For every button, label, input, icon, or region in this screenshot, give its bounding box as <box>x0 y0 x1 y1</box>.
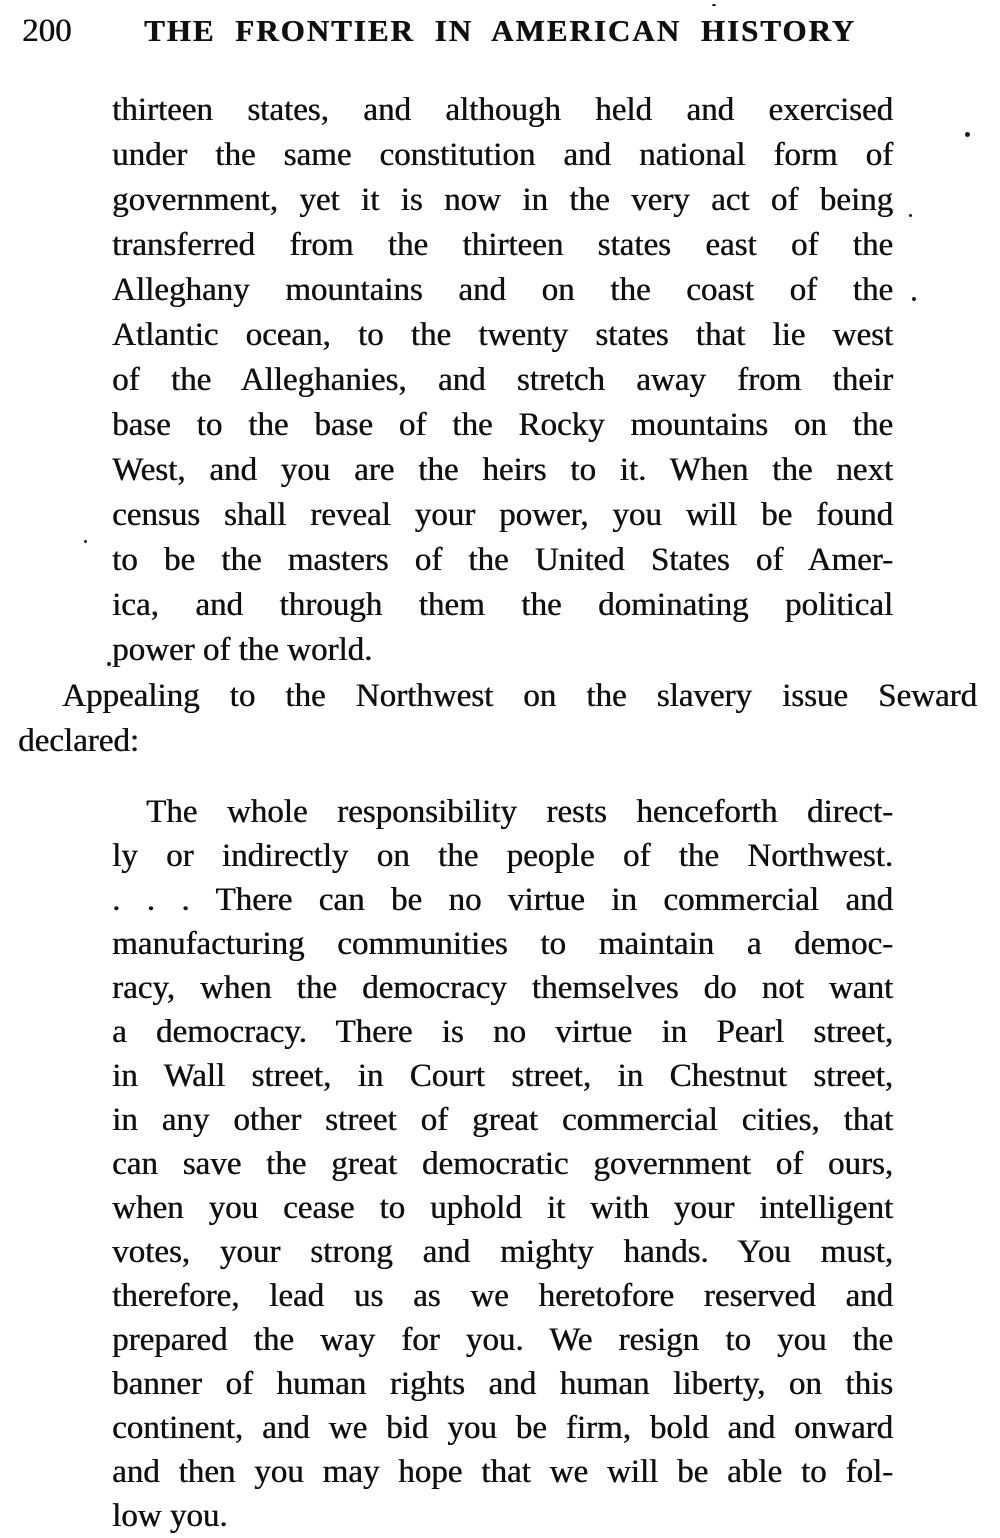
quote-line: manufacturing communities to maintain a democ- <box>112 926 893 962</box>
quote-line: . . . There can be no virtue in commercial and <box>112 882 893 918</box>
body-line: declared: <box>18 723 139 759</box>
quote-line: votes, your strong and mighty hands. You must, <box>112 1234 893 1270</box>
quote-line: a democracy. There is no virtue in Pearl street, <box>112 1014 893 1050</box>
quote-line: when you cease to uphold it with your intelligent <box>112 1190 893 1226</box>
quote-line: transferred from the thirteen states east of the <box>112 227 893 263</box>
blockquote-seward-quote <box>112 790 893 1538</box>
blockquote-citizens-address <box>112 88 893 673</box>
scan-speck <box>712 4 716 6</box>
quote-line: under the same constitution and national form of <box>112 137 893 173</box>
quote-line: ly or indirectly on the people of the Northwest. <box>112 838 893 874</box>
quote-line: The whole responsibility rests henceforth direct- <box>146 794 893 830</box>
scan-speck <box>965 132 970 137</box>
quote-line: of the Alleghanies, and stretch away from their <box>112 362 893 398</box>
quote-line: can save the great democratic government of ours, <box>112 1146 893 1182</box>
page-header <box>0 10 1000 54</box>
quote-line: prepared the way for you. We resign to you the <box>112 1322 893 1358</box>
quote-line: racy, when the democracy themselves do not want <box>112 970 893 1006</box>
quote-line: West, and you are the heirs to it. When the next <box>112 452 893 488</box>
quote-line: Atlantic ocean, to the twenty states that lie west <box>112 317 893 353</box>
quote-line: in any other street of great commercial cities, that <box>112 1102 893 1138</box>
running-title: THE FRONTIER IN AMERICAN HISTORY <box>143 13 857 48</box>
quote-line: base to the base of the Rocky mountains on the <box>112 407 893 443</box>
quote-line: continent, and we bid you be firm, bold and onward <box>112 1410 893 1446</box>
scan-speck <box>84 540 87 543</box>
quote-line: banner of human rights and human liberty, on this <box>112 1366 893 1402</box>
quote-line: power of the world. <box>112 632 373 668</box>
quote-line: thirteen states, and although held and exercised <box>112 92 893 128</box>
scan-speck <box>912 297 916 301</box>
quote-line: in Wall street, in Court street, in Chestnut street, <box>112 1058 893 1094</box>
quote-line: ica, and through them the dominating political <box>112 587 893 623</box>
quote-line: low you. <box>112 1498 228 1534</box>
quote-line: census shall reveal your power, you will be found <box>112 497 893 533</box>
quote-line: and then you may hope that we will be able to fol- <box>112 1454 893 1490</box>
quote-line: to be the masters of the United States of Amer- <box>112 542 893 578</box>
body-line: Appealing to the Northwest on the slavery issue Seward <box>62 678 977 714</box>
body-paragraph <box>18 674 977 764</box>
quote-line: therefore, lead us as we heretofore reserved and <box>112 1278 893 1314</box>
page-number: 200 <box>22 13 72 49</box>
quote-line: Alleghany mountains and on the coast of the <box>112 272 893 308</box>
scan-speck <box>909 214 912 217</box>
quote-line: government, yet it is now in the very act of being <box>112 182 893 218</box>
scan-speck <box>107 662 111 666</box>
